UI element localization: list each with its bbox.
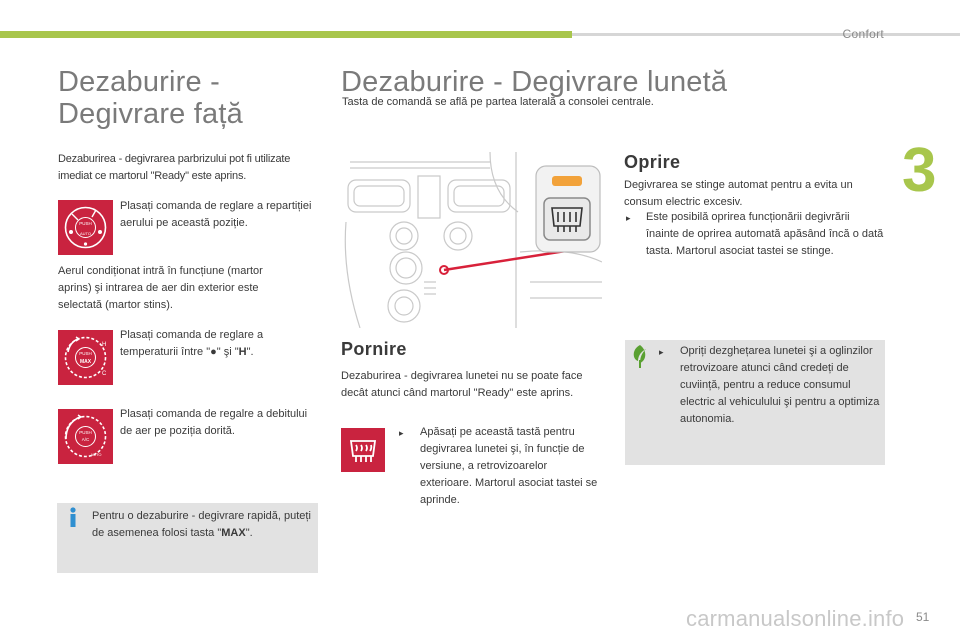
eco-tip-text: Opriți dezghețarea lunetei şi a oglinzilor retrovizoare atunci când credeți de cuviință, pentru a reduce consumul electric al vehiculului şi pentru a optimiza autonomia. [680, 345, 880, 425]
air-distribution-dial-icon [58, 200, 113, 255]
front-ac-note: Aerul condiționat intră în funcțiune (martor aprins) şi intrarea de aer din exterior este selectată (martor stins). [58, 265, 263, 311]
off-heading: Oprire [624, 152, 681, 172]
info-tip-max: MAX [221, 527, 246, 539]
header-accent-bar [0, 31, 572, 38]
off-step: Este posibilă oprirea funcționării degivrării înainte de oprirea automată apăsând încă o dată tasta. Martorul asociat tastei se stinge. [646, 211, 884, 257]
front-step3: Plasați comanda de regalre a debitului de aer pe poziția dorită. [120, 408, 308, 437]
on-heading: Pornire [341, 339, 407, 359]
dial-h-label: H [102, 342, 107, 348]
front-title-line1: Dezaburire - [58, 66, 220, 98]
front-intro: Dezaburirea - degivrarea parbrizului pot fi utilizate imediat ce martorul "Ready" este aprins. [58, 153, 291, 182]
rear-defrost-icon [341, 428, 385, 472]
eco-leaf-icon [630, 343, 650, 369]
front-step2-pre: Plasați comanda de reglare a temperaturii între " [120, 329, 264, 358]
front-step1: Plasați comanda de reglare a repartiției aerului pe această poziție. [120, 200, 312, 229]
dial-auto-label: AUTO [79, 231, 92, 236]
on-step: Apăsați pe această tastă pentru degivrarea lunetei şi, în funcție de versiune, a retrovizoarelor exterioare. Martorul asociat tastei se aprinde. [420, 426, 598, 506]
off-text: Degivrarea se stinge automat pentru a evita un consum electric excesiv. [624, 179, 853, 208]
arrow-bullet-icon: ▸ [659, 347, 664, 357]
front-step2-h: H [238, 346, 247, 358]
dial-push-label: PUSH [79, 221, 92, 226]
info-tip-pre: Pentru o dezaburire - degivrare rapidă, puteți de asemenea folosi tasta " [92, 510, 311, 539]
front-step2 [120, 327, 320, 361]
watermark: carmanualsonline.info [686, 606, 905, 631]
section-label: Confort [842, 27, 884, 41]
info-tip-post: ". [245, 527, 253, 539]
rear-title: Dezaburire - Degivrare lunetă [341, 66, 728, 98]
chapter-number: 3 [902, 136, 937, 205]
airflow-dial-icon [58, 409, 113, 464]
header-rule [572, 33, 960, 36]
dial-ac-label: A/C [81, 437, 90, 442]
console-illustration [340, 152, 602, 328]
on-text: Dezaburirea - degivrarea lunetei nu se poate face decât atunci când martorul "Ready" este aprins. [341, 370, 583, 399]
info-icon [66, 506, 80, 528]
rear-subtitle: Tasta de comandă se află pe partea laterală a consolei centrale. [342, 96, 654, 108]
dial-auto-label: AUTO [90, 452, 102, 457]
arrow-bullet-icon: ▸ [626, 213, 631, 223]
front-title [58, 66, 243, 130]
front-step2-dot: ● [210, 346, 217, 358]
temperature-dial-icon [58, 330, 113, 385]
front-step2-post: ". [246, 346, 254, 358]
page-number: 51 [916, 610, 930, 624]
front-step2-mid: " şi " [216, 346, 239, 358]
dial-push-label: PUSH [79, 430, 92, 435]
front-title-line2: Degivrare față [58, 98, 243, 130]
dial-max-label: MAX [79, 359, 92, 365]
arrow-bullet-icon: ▸ [399, 428, 404, 438]
info-tip-text [92, 508, 312, 542]
dial-c-label: C [102, 371, 107, 377]
dial-push-label: PUSH [79, 351, 92, 356]
